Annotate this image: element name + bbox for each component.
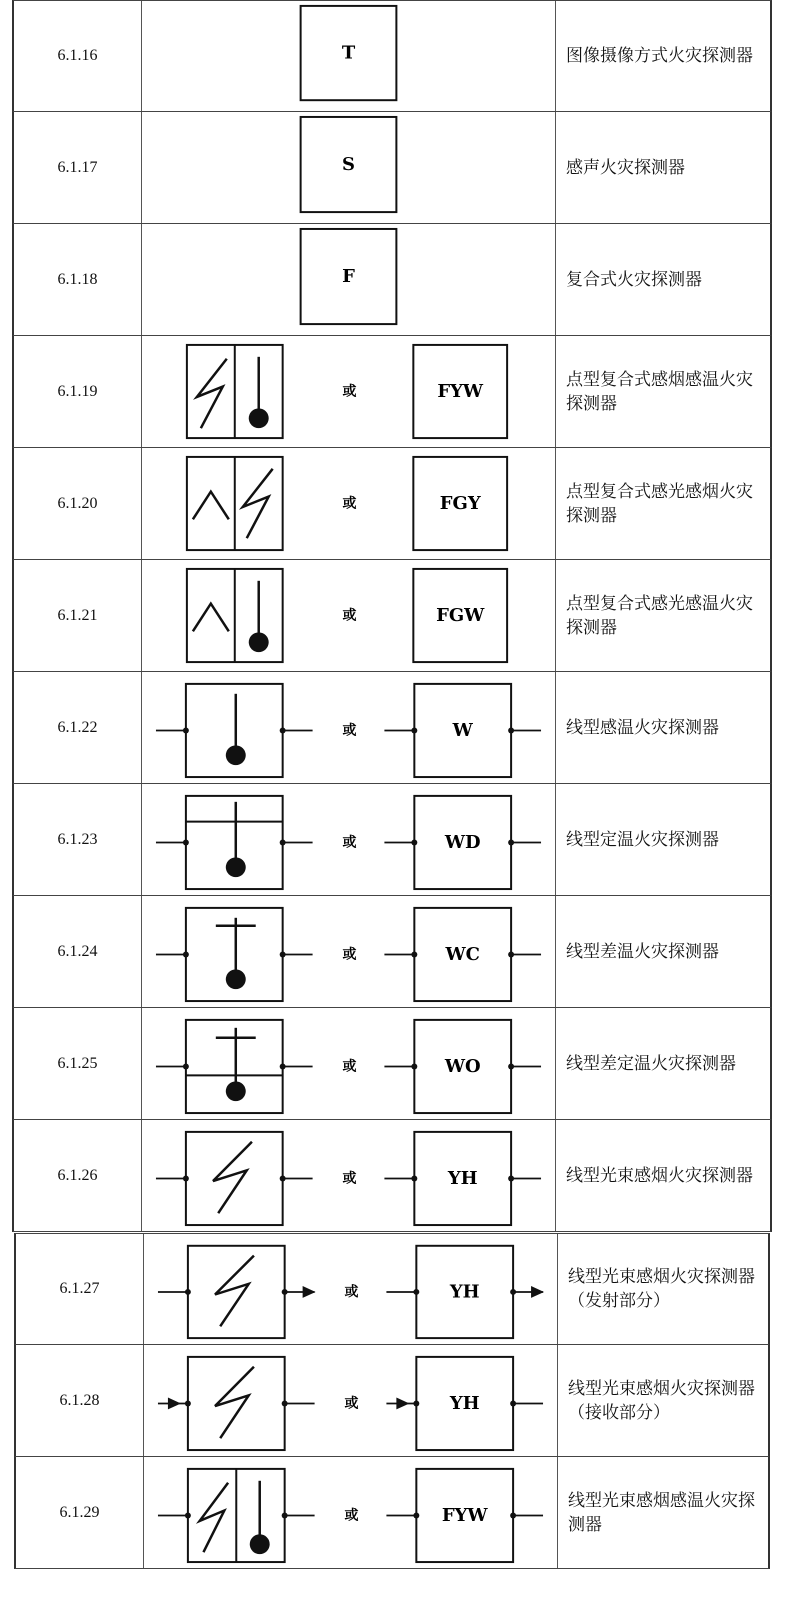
detector-symbol bbox=[142, 784, 555, 895]
symbol-letter: YH bbox=[449, 1393, 480, 1414]
table-body bbox=[12, 0, 772, 1232]
symbol-letter: W bbox=[452, 720, 473, 741]
symbol-description: 线型光束感烟感温火灾探测器 bbox=[568, 1490, 755, 1535]
symbol-letter: T bbox=[341, 42, 356, 64]
or-label: 或 bbox=[344, 1507, 359, 1524]
table-row bbox=[14, 1457, 770, 1569]
clause-number: 6.1.29 bbox=[16, 1457, 144, 1568]
symbol-description: 点型复合式感光感温火灾探测器 bbox=[566, 593, 753, 638]
graphic-symbol-cell bbox=[144, 1345, 558, 1456]
table-row bbox=[12, 896, 772, 1008]
clause-number: 6.1.27 bbox=[16, 1234, 144, 1344]
table-row bbox=[12, 448, 772, 560]
symbol-letter: YH bbox=[449, 1281, 480, 1303]
clause-number: 6.1.19 bbox=[14, 336, 142, 447]
or-label: 或 bbox=[344, 1284, 359, 1300]
detector-symbol bbox=[142, 448, 555, 559]
symbol-description: 图像摄像方式火灾探测器 bbox=[566, 46, 753, 66]
symbol-description: 点型复合式感光感烟火灾探测器 bbox=[566, 481, 753, 526]
table-row bbox=[12, 224, 772, 336]
symbol-description: 复合式火灾探测器 bbox=[566, 269, 702, 290]
symbol-letter: YH bbox=[447, 1168, 478, 1189]
graphic-symbol-cell bbox=[142, 896, 556, 1007]
detector-symbol bbox=[142, 336, 555, 447]
or-label: 或 bbox=[342, 722, 357, 739]
detector-symbol bbox=[142, 672, 555, 783]
table-row bbox=[12, 0, 772, 112]
symbol-letter: S bbox=[342, 154, 355, 175]
graphic-symbol-cell bbox=[142, 1, 556, 111]
table-row bbox=[12, 1120, 772, 1232]
symbol-letter: FGW bbox=[436, 605, 485, 626]
clause-number: 6.1.23 bbox=[14, 784, 142, 895]
symbol-description: 线型光束感烟火灾探测器 bbox=[566, 1165, 753, 1186]
table-row bbox=[12, 1008, 772, 1120]
symbol-description: 线型差定温火灾探测器 bbox=[566, 1053, 736, 1074]
symbol-table-part-1 bbox=[12, 0, 772, 1232]
graphic-symbol-cell bbox=[142, 112, 556, 223]
table-row bbox=[12, 112, 772, 224]
detector-symbol bbox=[142, 560, 555, 671]
symbol-description: 线型差温火灾探测器 bbox=[566, 941, 719, 962]
clause-number: 6.1.24 bbox=[14, 896, 142, 1007]
symbol-letter: FYW bbox=[441, 1505, 488, 1526]
graphic-symbol-cell bbox=[142, 1008, 556, 1119]
table-row bbox=[12, 560, 772, 672]
graphic-symbol-cell bbox=[142, 448, 556, 559]
symbol-description: 线型光束感烟火灾探测器（发射部分） bbox=[568, 1267, 755, 1311]
detector-symbol bbox=[142, 224, 555, 335]
detector-symbol bbox=[142, 1120, 555, 1231]
clause-number: 6.1.20 bbox=[14, 448, 142, 559]
graphic-symbol-cell bbox=[142, 336, 556, 447]
symbol-description: 线型光束感烟火灾探测器（接收部分） bbox=[568, 1378, 755, 1423]
detector-symbol bbox=[144, 1457, 557, 1568]
clause-number: 6.1.25 bbox=[14, 1008, 142, 1119]
clause-number: 6.1.26 bbox=[14, 1120, 142, 1231]
table-row bbox=[14, 1345, 770, 1457]
table-row bbox=[12, 672, 772, 784]
symbol-description: 点型复合式感烟感温火灾探测器 bbox=[566, 369, 753, 414]
clause-number: 6.1.21 bbox=[14, 560, 142, 671]
clause-number: 6.1.28 bbox=[16, 1345, 144, 1456]
symbol-letter: WO bbox=[444, 1056, 481, 1077]
symbol-description: 线型定温火灾探测器 bbox=[566, 829, 719, 850]
or-label: 或 bbox=[342, 946, 357, 963]
symbol-letter: WD bbox=[444, 832, 481, 853]
graphic-symbol-cell bbox=[142, 560, 556, 671]
or-label: 或 bbox=[342, 1058, 357, 1075]
table-row bbox=[12, 784, 772, 896]
or-label: 或 bbox=[342, 495, 357, 512]
symbol-letter: WC bbox=[445, 944, 480, 965]
graphic-symbol-cell bbox=[142, 224, 556, 335]
detector-symbol bbox=[144, 1234, 557, 1344]
symbol-letter: FGY bbox=[439, 493, 481, 514]
or-label: 或 bbox=[342, 834, 357, 851]
detector-symbol bbox=[142, 1008, 555, 1119]
detector-symbol bbox=[144, 1345, 557, 1456]
symbol-table-part-2 bbox=[14, 1233, 770, 1569]
or-label: 或 bbox=[342, 383, 357, 400]
graphic-symbol-cell bbox=[142, 1120, 556, 1231]
table-body bbox=[14, 1233, 770, 1569]
detector-symbol bbox=[142, 112, 555, 223]
detector-symbol bbox=[142, 1, 555, 111]
detector-symbol bbox=[142, 896, 555, 1007]
clause-number: 6.1.22 bbox=[14, 672, 142, 783]
table-row bbox=[12, 336, 772, 448]
table-row bbox=[14, 1233, 770, 1345]
or-label: 或 bbox=[344, 1395, 359, 1412]
clause-number: 6.1.16 bbox=[14, 1, 142, 111]
clause-number: 6.1.18 bbox=[14, 224, 142, 335]
symbol-description: 线型感温火灾探测器 bbox=[566, 717, 719, 738]
symbol-description: 感声火灾探测器 bbox=[566, 157, 685, 178]
graphic-symbol-cell bbox=[142, 672, 556, 783]
or-label: 或 bbox=[342, 607, 357, 624]
or-label: 或 bbox=[342, 1170, 357, 1187]
graphic-symbol-cell bbox=[144, 1234, 558, 1344]
symbol-letter: F bbox=[342, 266, 355, 287]
symbol-letter: FYW bbox=[437, 381, 484, 402]
graphic-symbol-cell bbox=[142, 784, 556, 895]
graphic-symbol-cell bbox=[144, 1457, 558, 1568]
clause-number: 6.1.17 bbox=[14, 112, 142, 223]
